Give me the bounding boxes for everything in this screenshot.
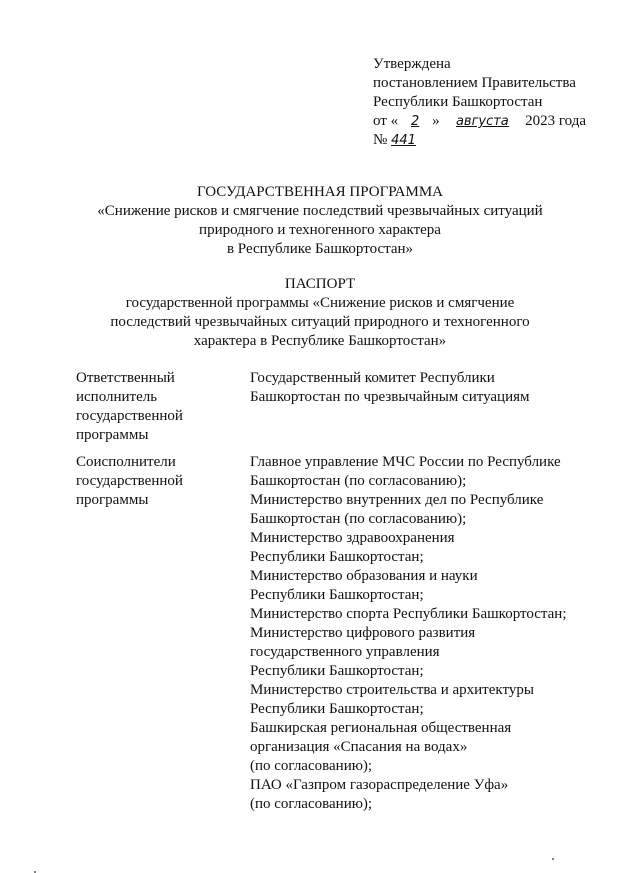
value-line: (по согласованию);	[250, 758, 373, 774]
approval-number	[373, 131, 633, 150]
passport-title-line: последствий чрезвычайных ситуаций природного и техногенного	[110, 314, 530, 330]
number-value: 441	[391, 133, 416, 148]
label-line: программы	[76, 492, 149, 508]
date-year: 2023 года	[525, 113, 586, 129]
value-line: Министерство здравоохранения	[250, 530, 455, 546]
date-mid: »	[432, 113, 440, 129]
value-line: Государственный комитет Республики	[250, 370, 495, 386]
value-line: (по согласованию);	[250, 796, 373, 812]
value-line: Башкортостан (по согласованию);	[250, 473, 467, 489]
value-line: Министерство образования и науки	[250, 568, 478, 584]
value-line: Министерство внутренних дел по Республике	[250, 492, 544, 508]
value-line: Башкортостан по чрезвычайным ситуациям	[250, 389, 530, 405]
date-prefix: от «	[373, 113, 399, 129]
approval-line: Республики Башкортостан	[373, 94, 543, 110]
value-line: Республики Башкортостан;	[250, 701, 424, 717]
value-line: ПАО «Газпром газораспределение Уфа»	[250, 777, 509, 793]
row-label-coexecutors	[76, 453, 236, 510]
passport-title-line: характера в Республике Башкортостан»	[193, 333, 447, 349]
row-label-responsible	[76, 369, 236, 445]
value-line: Республики Башкортостан;	[250, 587, 424, 603]
scan-speck	[552, 858, 554, 860]
row-value-responsible	[250, 369, 620, 407]
passport-heading: ПАСПОРТ	[284, 276, 356, 292]
label-line: Соисполнители	[76, 454, 176, 470]
value-line: Министерство спорта Республики Башкортостан;	[250, 606, 567, 622]
passport-title-line: государственной программы «Снижение рисков и смягчение	[125, 295, 515, 311]
program-title-line: в Республике Башкортостан»	[226, 241, 414, 257]
value-line: Республики Башкортостан;	[250, 549, 424, 565]
label-line: Ответственный	[76, 370, 175, 386]
program-heading: ГОСУДАРСТВЕННАЯ ПРОГРАММА	[196, 184, 444, 200]
value-line: Башкортостан (по согласованию);	[250, 511, 467, 527]
program-title-line: «Снижение рисков и смягчение последствий чрезвычайных ситуаций	[97, 203, 543, 219]
value-line: Республики Башкортостан;	[250, 663, 424, 679]
value-line: организация «Спасания на водах»	[250, 739, 468, 755]
program-title	[40, 183, 600, 259]
approval-date	[373, 112, 633, 131]
date-month: августа	[455, 114, 509, 129]
approval-block	[373, 55, 633, 150]
number-prefix: №	[373, 132, 388, 148]
label-line: программы	[76, 427, 149, 443]
program-title-line: природного и техногенного характера	[199, 222, 441, 238]
row-value-coexecutors	[250, 453, 620, 814]
label-line: исполнитель	[76, 389, 158, 405]
approval-line: постановлением Правительства	[373, 75, 576, 91]
date-day: 2	[410, 114, 420, 129]
value-line: Главное управление МЧС России по Республике	[250, 454, 561, 470]
approval-line: Утверждена	[373, 56, 451, 72]
label-line: государственной	[76, 473, 183, 489]
value-line: государственного управления	[250, 644, 440, 660]
value-line: Министерство строительства и архитектуры	[250, 682, 534, 698]
passport-title	[40, 275, 600, 351]
value-line: Министерство цифрового развития	[250, 625, 476, 641]
value-line: Башкирская региональная общественная	[250, 720, 512, 736]
label-line: государственной	[76, 408, 183, 424]
